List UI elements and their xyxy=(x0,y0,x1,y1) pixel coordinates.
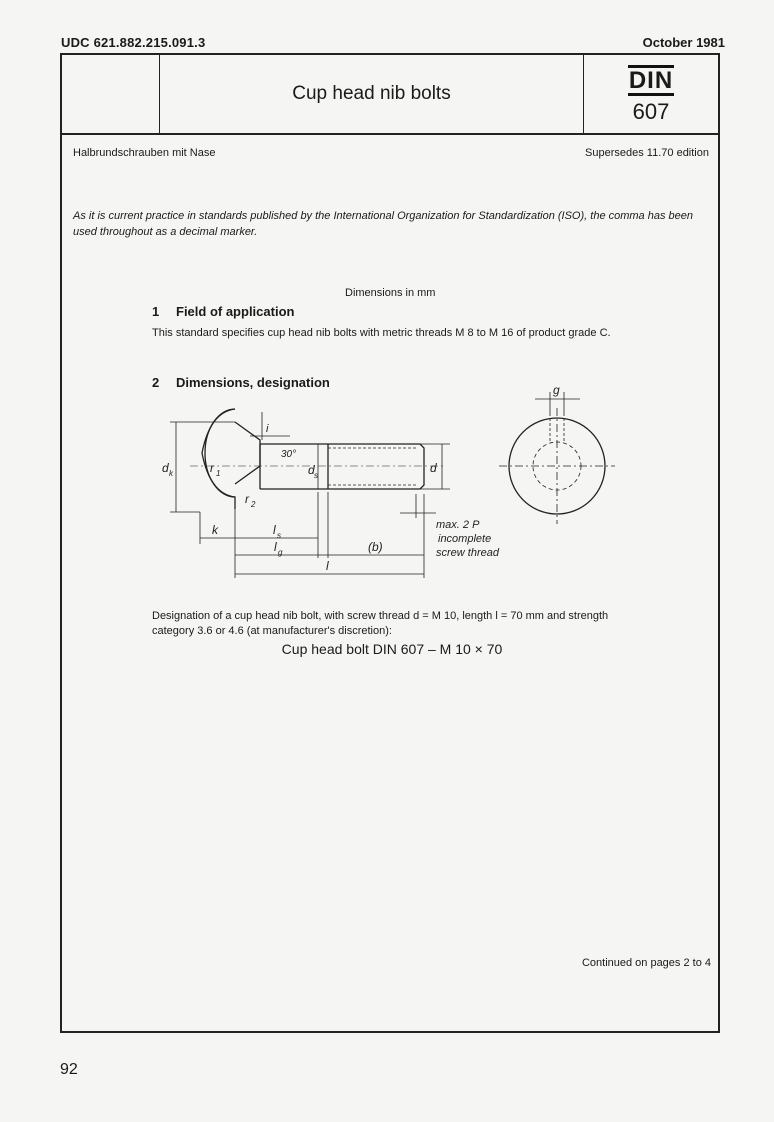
supersedes-note: Supersedes 11.70 edition xyxy=(585,147,709,159)
section-1-heading xyxy=(152,304,294,319)
label-ds-sub: s xyxy=(314,471,318,480)
udc-code: UDC 621.882.215.091.3 xyxy=(61,35,206,50)
label-incomplete: incomplete xyxy=(438,533,492,545)
label-r2: r xyxy=(245,492,249,506)
page-number: 92 xyxy=(60,1061,78,1078)
section-number: 2 xyxy=(152,375,160,390)
publication-date: October 1981 xyxy=(642,35,725,50)
decimal-marker-note: As it is current practice in standards published by the International Organization for Standardization (ISO), the comma has been used throughout as a decimal marker. xyxy=(73,210,693,238)
label-r1: r xyxy=(210,461,214,475)
label-screw-thread: screw thread xyxy=(436,547,499,559)
designation-text: Designation of a cup head nib bolt, with screw thread d = M 10, length l = 70 mm and strength category 3.6 or 4.6 (at manufacturer's discretion): xyxy=(152,610,609,637)
bolt-nib xyxy=(235,422,260,484)
label-l: l xyxy=(326,559,329,573)
din-logo xyxy=(584,65,718,125)
label-dk: d xyxy=(162,461,169,475)
label-lg-sub: g xyxy=(278,548,283,557)
din-number: 607 xyxy=(632,99,670,124)
section-1-text: This standard specifies cup head nib bolts with metric threads M 8 to M 16 of product grade C. xyxy=(152,327,611,339)
label-k: k xyxy=(212,523,218,537)
label-b: (b) xyxy=(368,540,383,554)
label-r2-sub: 2 xyxy=(251,500,256,509)
bolt-drawing xyxy=(150,382,620,587)
din-logo-text: DIN xyxy=(628,67,674,94)
bolt-head-outline xyxy=(205,409,235,509)
section-title: Field of application xyxy=(176,304,295,319)
label-angle: 30° xyxy=(281,449,297,460)
label-lg: l xyxy=(274,540,277,554)
document-title: Cup head nib bolts xyxy=(292,83,451,104)
section-number: 1 xyxy=(152,304,160,319)
label-ds: d xyxy=(308,463,315,477)
end-view-shank xyxy=(533,442,581,490)
bolt-end xyxy=(420,444,424,489)
designation-example: Cup head bolt DIN 607 – M 10 × 70 xyxy=(281,641,503,657)
label-g: g xyxy=(553,383,560,397)
label-d: d xyxy=(430,461,437,475)
label-ls-sub: s xyxy=(277,531,281,540)
label-max2p: max. 2 P xyxy=(436,519,480,531)
label-ls: l xyxy=(273,523,276,537)
label-i: i xyxy=(266,423,269,435)
section-title: Dimensions, designation xyxy=(176,375,330,390)
label-dk-sub: k xyxy=(169,469,173,478)
continued-note: Continued on pages 2 to 4 xyxy=(581,957,711,969)
title-block xyxy=(62,55,718,135)
german-title: Halbrundschrauben mit Nase xyxy=(73,147,216,159)
label-r1-sub: 1 xyxy=(216,469,221,478)
units-note: Dimensions in mm xyxy=(345,287,436,299)
